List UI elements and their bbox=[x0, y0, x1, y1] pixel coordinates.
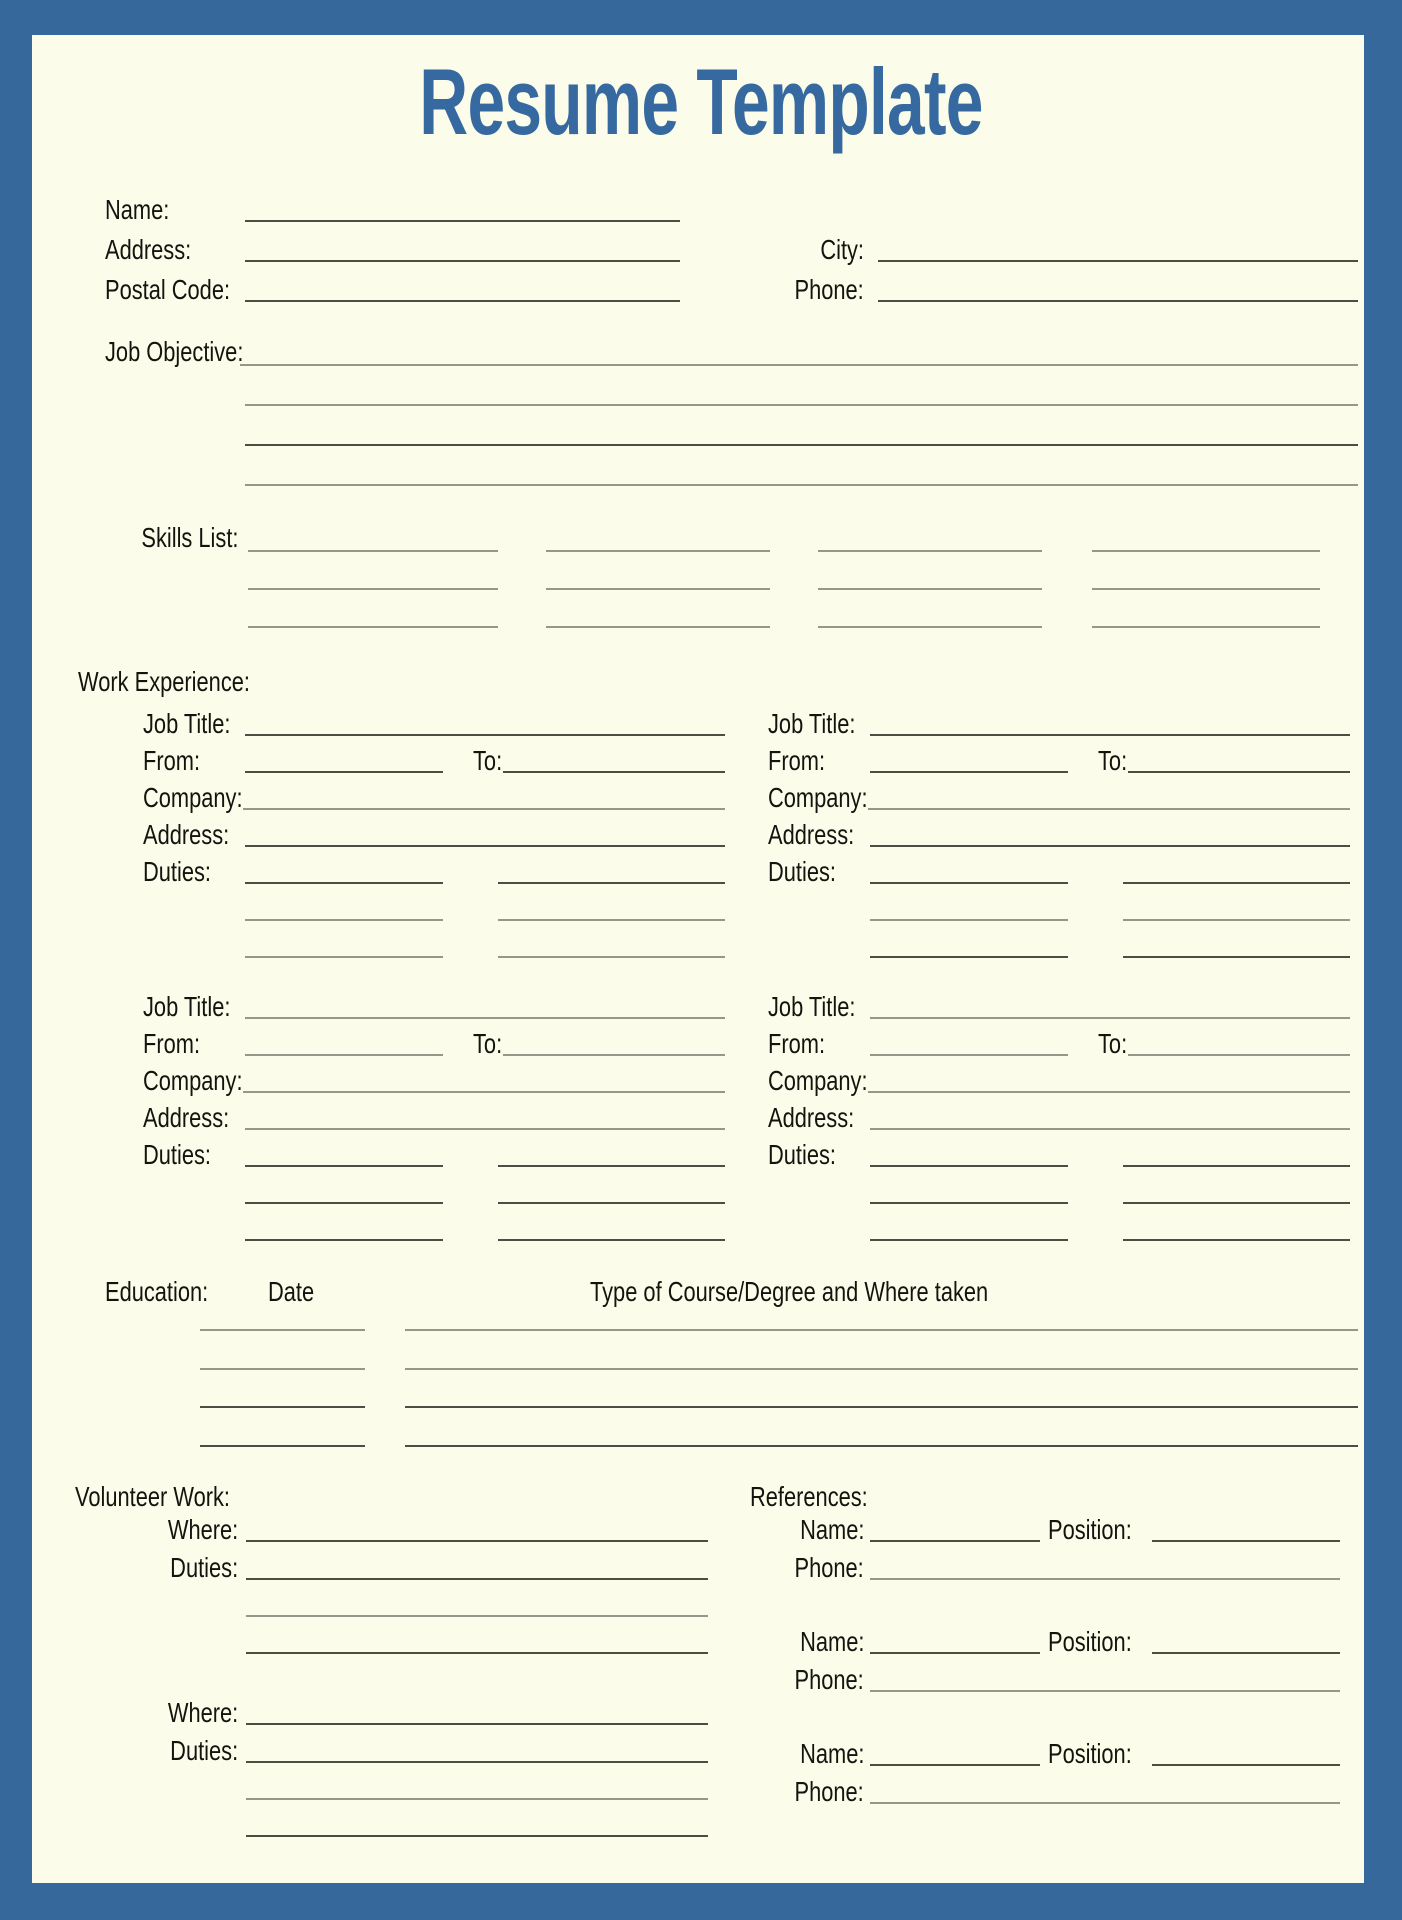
reference-name-label: Name: bbox=[799, 1514, 864, 1545]
job-title-label: Job Title: bbox=[768, 708, 856, 739]
from-label: From: bbox=[768, 745, 826, 776]
duties-line[interactable] bbox=[245, 919, 443, 921]
reference-name-label: Name: bbox=[799, 1738, 864, 1769]
work-entry-2 bbox=[768, 710, 1358, 962]
education-course-line[interactable] bbox=[405, 1445, 1358, 1447]
volunteer-duties-line[interactable] bbox=[246, 1761, 708, 1763]
job-title-field-line[interactable] bbox=[245, 1017, 725, 1019]
to-label: To: bbox=[1098, 1028, 1128, 1059]
duties-line[interactable] bbox=[498, 1165, 725, 1167]
duties-line[interactable] bbox=[498, 956, 725, 958]
skills-line[interactable] bbox=[1092, 588, 1320, 590]
to-label: To: bbox=[1098, 745, 1128, 776]
duties-line[interactable] bbox=[245, 882, 443, 884]
job-title-label: Job Title: bbox=[768, 991, 856, 1022]
job-objective-line[interactable] bbox=[245, 484, 1358, 486]
job-title-field-line[interactable] bbox=[245, 734, 725, 736]
volunteer-where-label: Where: bbox=[167, 1514, 238, 1545]
reference-phone-line[interactable] bbox=[870, 1690, 1340, 1692]
reference-phone-label: Phone: bbox=[794, 1552, 864, 1583]
city-field-line[interactable] bbox=[878, 260, 1358, 262]
reference-phone-line[interactable] bbox=[870, 1578, 1340, 1580]
duties-line[interactable] bbox=[498, 1202, 725, 1204]
city-label: City: bbox=[820, 234, 864, 265]
skills-line[interactable] bbox=[546, 588, 770, 590]
postal-code-field-line[interactable] bbox=[245, 300, 680, 302]
reference-position-label: Position: bbox=[1048, 1514, 1132, 1545]
volunteer-where-line[interactable] bbox=[246, 1540, 708, 1542]
job-objective-line[interactable] bbox=[240, 364, 1358, 366]
company-label: Company: bbox=[143, 782, 243, 813]
education-course-line[interactable] bbox=[405, 1368, 1358, 1370]
to-label: To: bbox=[473, 745, 503, 776]
reference-position-line[interactable] bbox=[1152, 1540, 1340, 1542]
from-label: From: bbox=[768, 1028, 826, 1059]
address-label: Address: bbox=[143, 819, 230, 850]
to-field-line[interactable] bbox=[503, 1054, 725, 1056]
from-field-line[interactable] bbox=[870, 771, 1068, 773]
volunteer-duties-label: Duties: bbox=[170, 1552, 238, 1583]
volunteer-where-label: Where: bbox=[167, 1697, 238, 1728]
duties-line[interactable] bbox=[870, 882, 1068, 884]
from-field-line[interactable] bbox=[245, 771, 443, 773]
job-title-label: Job Title: bbox=[143, 991, 231, 1022]
job-title-label: Job Title: bbox=[143, 708, 231, 739]
references-label: References: bbox=[750, 1481, 868, 1512]
from-label: From: bbox=[143, 745, 201, 776]
volunteer-duties-label: Duties: bbox=[170, 1735, 238, 1766]
duties-line[interactable] bbox=[498, 919, 725, 921]
address-field-line[interactable] bbox=[245, 260, 680, 262]
address-label: Address: bbox=[105, 234, 192, 265]
company-label: Company: bbox=[768, 782, 868, 813]
reference-name-line[interactable] bbox=[870, 1652, 1040, 1654]
job-objective-label: Job Objective: bbox=[105, 336, 244, 367]
company-label: Company: bbox=[768, 1065, 868, 1096]
company-label: Company: bbox=[143, 1065, 243, 1096]
skills-line[interactable] bbox=[818, 626, 1042, 628]
job-objective-line[interactable] bbox=[245, 404, 1358, 406]
company-field-line[interactable] bbox=[243, 1091, 725, 1093]
skills-line[interactable] bbox=[818, 550, 1042, 552]
education-date-line[interactable] bbox=[200, 1406, 365, 1408]
education-course-header: Type of Course/Degree and Where taken bbox=[590, 1276, 989, 1307]
skills-line[interactable] bbox=[248, 588, 498, 590]
duties-line[interactable] bbox=[245, 1202, 443, 1204]
to-field-line[interactable] bbox=[1128, 1054, 1350, 1056]
duties-line[interactable] bbox=[1123, 1239, 1350, 1241]
reference-position-label: Position: bbox=[1048, 1626, 1132, 1657]
volunteer-where-line[interactable] bbox=[246, 1723, 708, 1725]
from-field-line[interactable] bbox=[245, 1054, 443, 1056]
reference-position-line[interactable] bbox=[1152, 1652, 1340, 1654]
company-field-line[interactable] bbox=[868, 1091, 1350, 1093]
duties-line[interactable] bbox=[498, 1239, 725, 1241]
reference-name-label: Name: bbox=[799, 1626, 864, 1657]
skills-list-label: Skills List: bbox=[140, 522, 238, 553]
page-title: Resume Template bbox=[419, 49, 983, 154]
reference-position-line[interactable] bbox=[1152, 1764, 1340, 1766]
volunteer-duties-line[interactable] bbox=[246, 1615, 708, 1617]
duties-label: Duties: bbox=[143, 1139, 211, 1170]
duties-line[interactable] bbox=[245, 956, 443, 958]
skills-line[interactable] bbox=[546, 550, 770, 552]
skills-line[interactable] bbox=[1092, 550, 1320, 552]
name-label: Name: bbox=[105, 194, 170, 225]
work-entry-1 bbox=[143, 710, 733, 962]
duties-line[interactable] bbox=[870, 1239, 1068, 1241]
skills-line[interactable] bbox=[546, 626, 770, 628]
duties-line[interactable] bbox=[870, 1165, 1068, 1167]
education-label: Education: bbox=[105, 1276, 209, 1307]
education-date-line[interactable] bbox=[200, 1368, 365, 1370]
reference-phone-label: Phone: bbox=[794, 1664, 864, 1695]
education-date-line[interactable] bbox=[200, 1445, 365, 1447]
education-date-line[interactable] bbox=[200, 1329, 365, 1331]
skills-line[interactable] bbox=[248, 550, 498, 552]
duties-line[interactable] bbox=[498, 882, 725, 884]
education-course-line[interactable] bbox=[405, 1329, 1358, 1331]
work-entry-3 bbox=[143, 993, 733, 1245]
address-field-line[interactable] bbox=[870, 845, 1350, 847]
duties-line[interactable] bbox=[1123, 919, 1350, 921]
work-entry-4 bbox=[768, 993, 1358, 1245]
duties-line[interactable] bbox=[870, 919, 1068, 921]
address-label: Address: bbox=[768, 819, 855, 850]
reference-name-line[interactable] bbox=[870, 1540, 1040, 1542]
work-experience-label: Work Experience: bbox=[78, 666, 250, 697]
duties-label: Duties: bbox=[143, 856, 211, 887]
to-field-line[interactable] bbox=[1128, 771, 1350, 773]
job-title-field-line[interactable] bbox=[870, 1017, 1350, 1019]
to-label: To: bbox=[473, 1028, 503, 1059]
duties-label: Duties: bbox=[768, 1139, 836, 1170]
volunteer-duties-line[interactable] bbox=[246, 1652, 708, 1654]
postal-code-label: Postal Code: bbox=[105, 274, 231, 305]
duties-line[interactable] bbox=[1123, 1165, 1350, 1167]
volunteer-duties-line[interactable] bbox=[246, 1835, 708, 1837]
address-field-line[interactable] bbox=[870, 1128, 1350, 1130]
duties-line[interactable] bbox=[1123, 956, 1350, 958]
reference-position-label: Position: bbox=[1048, 1738, 1132, 1769]
reference-phone-line[interactable] bbox=[870, 1802, 1340, 1804]
address-label: Address: bbox=[768, 1102, 855, 1133]
duties-line[interactable] bbox=[245, 1239, 443, 1241]
from-field-line[interactable] bbox=[870, 1054, 1068, 1056]
address-field-line[interactable] bbox=[245, 845, 725, 847]
volunteer-work-label: Volunteer Work: bbox=[75, 1481, 230, 1512]
address-field-line[interactable] bbox=[245, 1128, 725, 1130]
address-label: Address: bbox=[143, 1102, 230, 1133]
duties-label: Duties: bbox=[768, 856, 836, 887]
duties-line[interactable] bbox=[870, 1202, 1068, 1204]
duties-line[interactable] bbox=[245, 1165, 443, 1167]
volunteer-duties-line[interactable] bbox=[246, 1798, 708, 1800]
to-field-line[interactable] bbox=[503, 771, 725, 773]
volunteer-duties-line[interactable] bbox=[246, 1578, 708, 1580]
reference-phone-label: Phone: bbox=[794, 1776, 864, 1807]
duties-line[interactable] bbox=[870, 956, 1068, 958]
education-course-line[interactable] bbox=[405, 1406, 1358, 1408]
company-field-line[interactable] bbox=[868, 808, 1350, 810]
name-field-line[interactable] bbox=[245, 220, 680, 222]
duties-line[interactable] bbox=[1123, 882, 1350, 884]
skills-line[interactable] bbox=[248, 626, 498, 628]
phone-field-line[interactable] bbox=[878, 300, 1358, 302]
company-field-line[interactable] bbox=[243, 808, 725, 810]
reference-name-line[interactable] bbox=[870, 1764, 1040, 1766]
job-objective-line[interactable] bbox=[245, 444, 1358, 446]
job-title-field-line[interactable] bbox=[870, 734, 1350, 736]
skills-line[interactable] bbox=[818, 588, 1042, 590]
from-label: From: bbox=[143, 1028, 201, 1059]
education-date-header: Date bbox=[268, 1276, 315, 1307]
phone-label: Phone: bbox=[794, 274, 864, 305]
skills-line[interactable] bbox=[1092, 626, 1320, 628]
duties-line[interactable] bbox=[1123, 1202, 1350, 1204]
